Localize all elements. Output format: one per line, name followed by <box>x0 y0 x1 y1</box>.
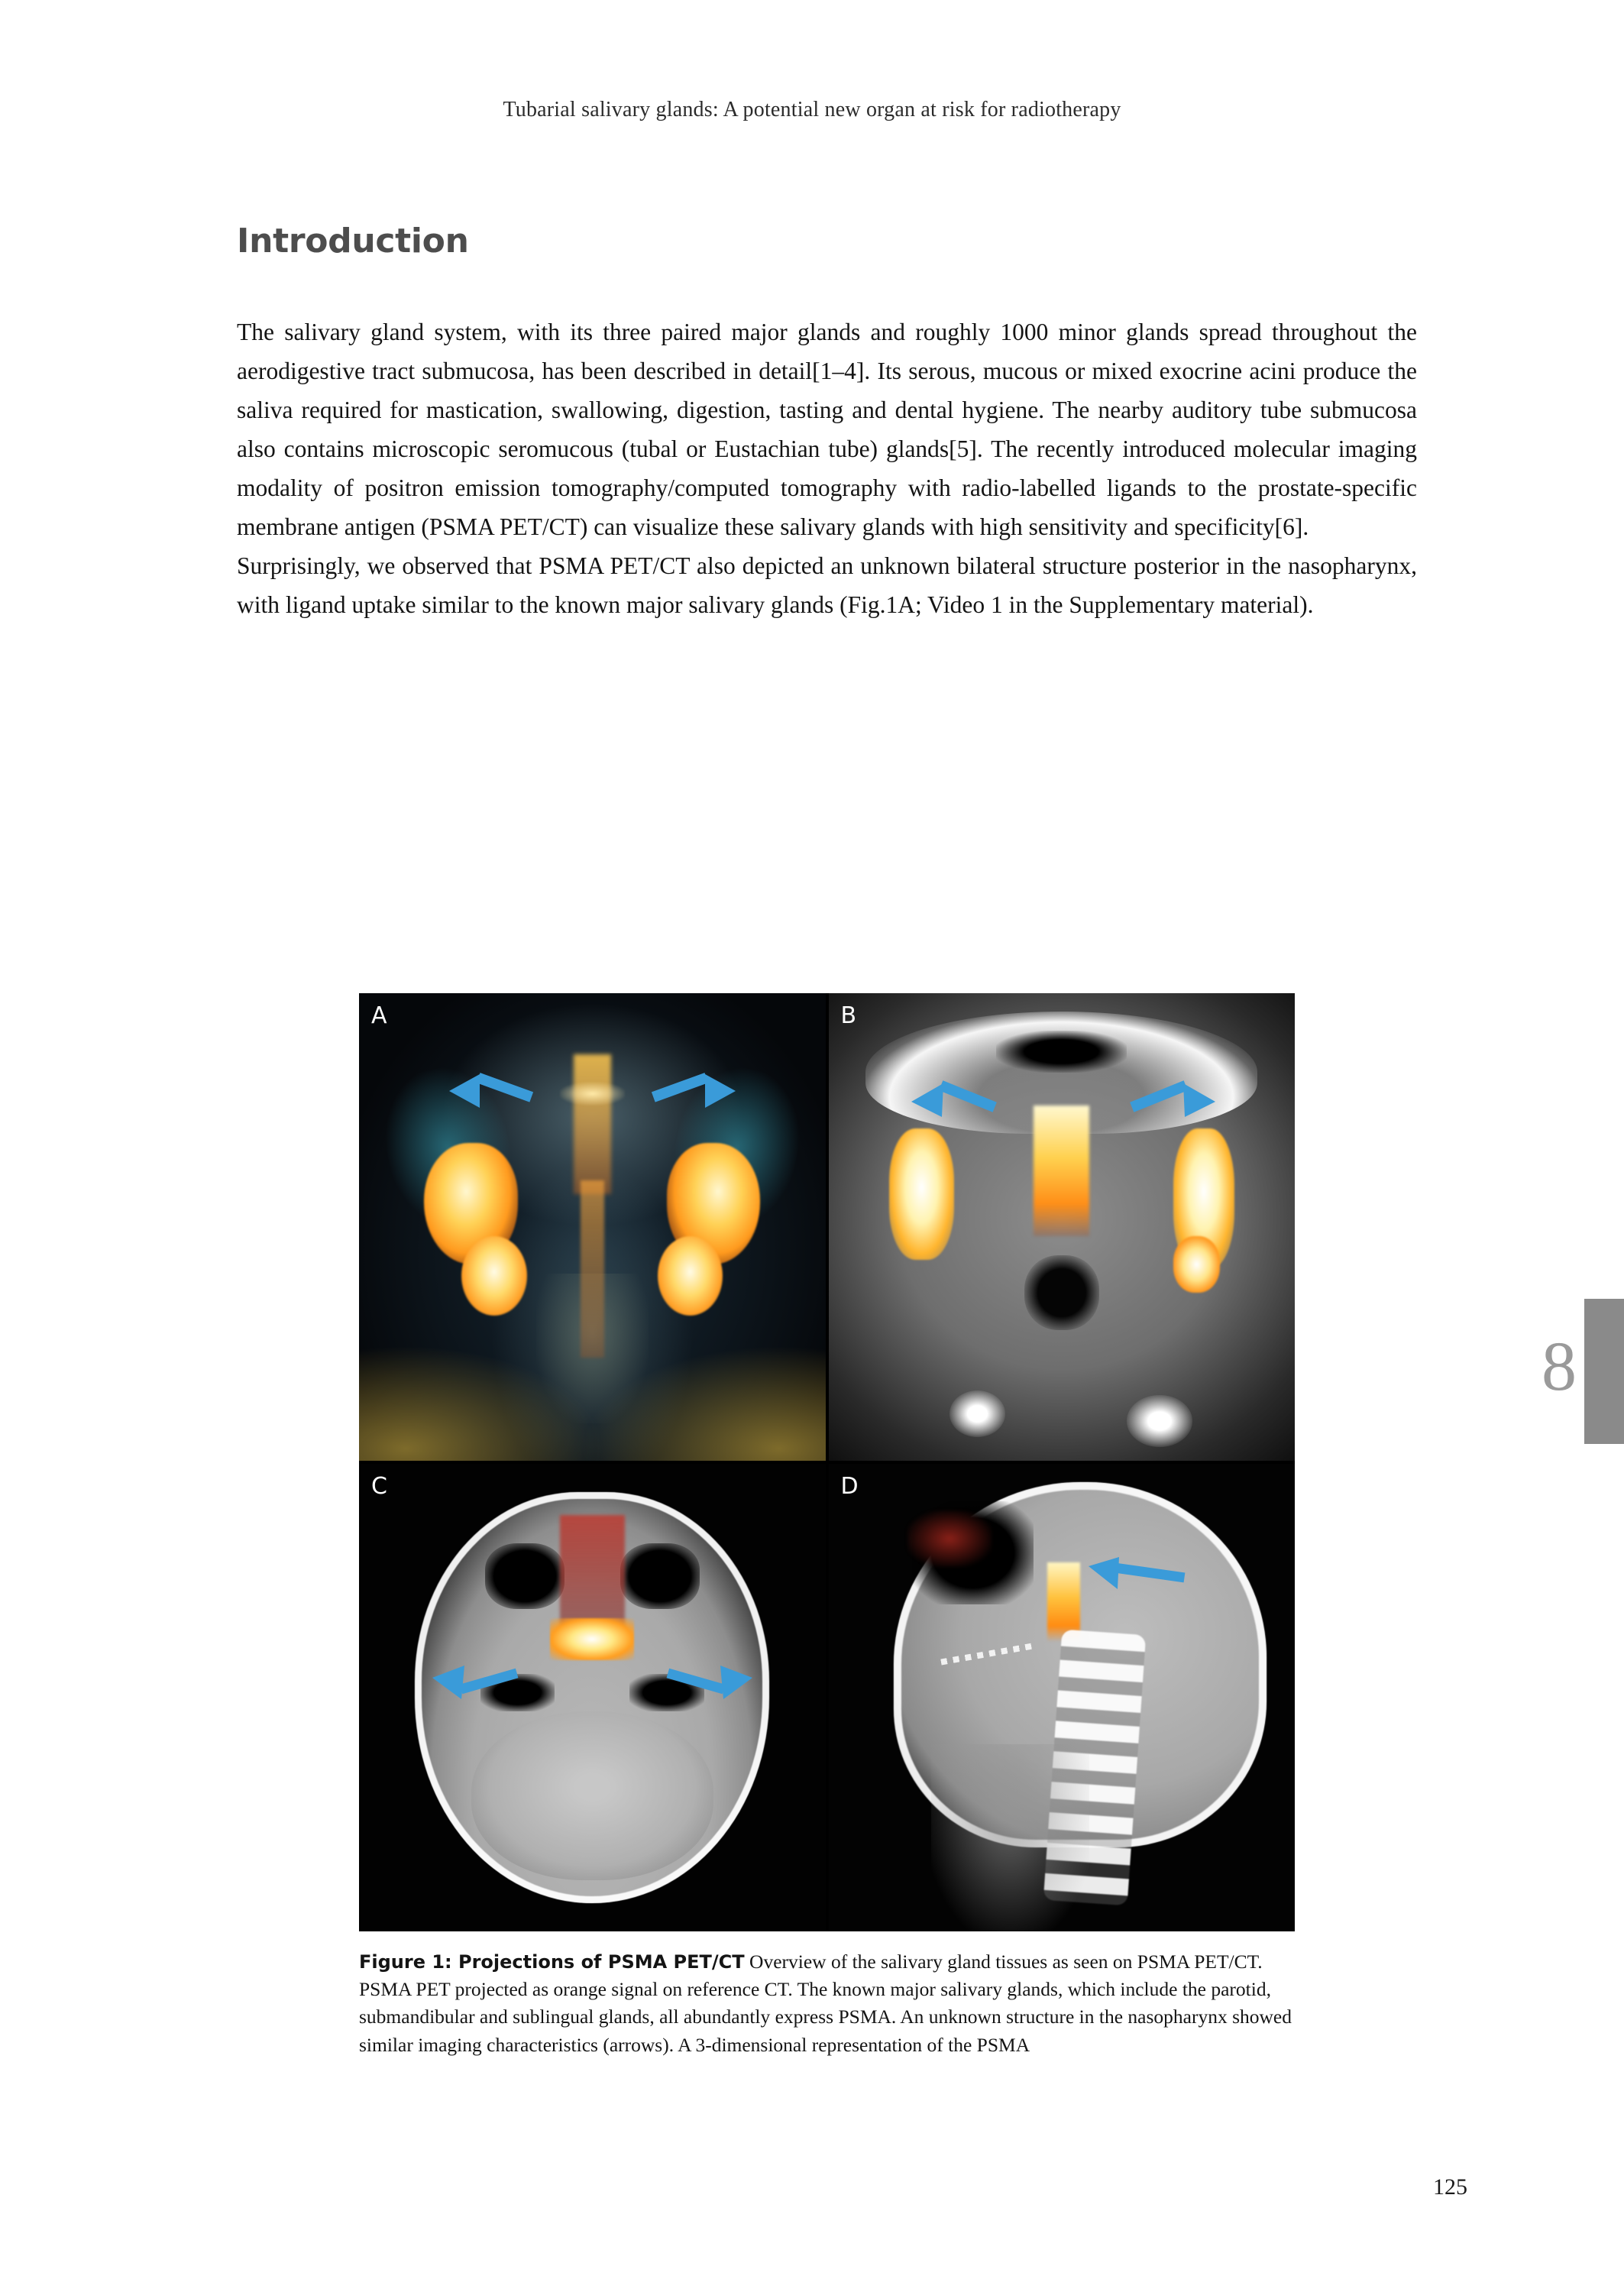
paragraph-1: The salivary gland system, with its three paired major glands and roughly 1000 minor glands spread throughout the aerodigestive tract submucosa, has been described in detail[1–4]. Its serous, mucous or mixed exocrine acini produce the saliva required for mastication, swallowing, digestion, tasting and dental hygiene. The nearby auditory tube submucosa also contains microscopic seromucous (tubal or Eustachian tube) glands[5]. The recently introduced molecular imaging modality of positron emission tomography/computed tomography with radio-labelled ligands to the prostate-specific membrane antigen (PSMA PET/CT) can visualize these salivary glands with high sensitivity and specificity[6]. <box>237 319 1417 541</box>
figure-caption-title: Figure 1: Projections of PSMA PET/CT <box>359 1951 745 1973</box>
panel-a-tubarial-uptake <box>560 1082 625 1106</box>
panel-c-brain <box>471 1711 713 1879</box>
chapter-number: 8 <box>1542 1327 1577 1405</box>
panel-b-midline-uptake <box>1034 1106 1089 1236</box>
page-number: 125 <box>1433 2174 1467 2200</box>
figure-panel-b <box>829 993 1296 1461</box>
figure-1 <box>359 993 1295 2059</box>
panel-a-shoulders <box>359 1339 826 1461</box>
figure-panel-grid <box>359 993 1295 1931</box>
arrow-icon-left <box>911 1076 1003 1123</box>
arrow-icon-right <box>661 1661 752 1707</box>
chapter-tab <box>1584 1299 1624 1444</box>
running-head: Tubarial salivary glands: A potential new organ at risk for radiotherapy <box>503 98 1121 121</box>
arrow-icon-left <box>432 1661 524 1707</box>
paragraph-2: Surprisingly, we observed that PSMA PET/CT also depicted an unknown bilateral structure posterior in the nasopharynx, with ligand uptake similar to the known major salivary glands (Fig.1A; Video 1 in the Supplementary material). <box>237 552 1417 619</box>
panel-c-label: C <box>371 1473 388 1500</box>
panel-c-sinus-left <box>485 1543 565 1609</box>
panel-b-submandibular-right <box>1173 1236 1220 1292</box>
panel-b-airway <box>1024 1255 1099 1330</box>
figure-panel-a <box>359 993 826 1461</box>
page-title: Introduction <box>237 222 469 261</box>
panel-a-label: A <box>371 1002 388 1029</box>
panel-a-submandibular-right <box>658 1236 723 1316</box>
panel-d-soft-tissue <box>931 1744 1090 1931</box>
panel-b-sinus-air <box>996 1031 1127 1073</box>
panel-a-midline-uptake <box>574 1054 611 1195</box>
panel-d-nasal-cavity <box>907 1510 992 1566</box>
panel-c-tubarial-uptake <box>550 1618 634 1660</box>
arrow-icon-right <box>1089 1554 1188 1597</box>
arrow-icon-left <box>449 1068 541 1114</box>
figure-caption-body: Overview of the salivary gland tissues as seen on PSMA PET/CT. PSMA PET projected as orange signal on reference CT. The known major salivary glands, which include the parotid, submandibular and sublingual glands, all abundantly express PSMA. An unknown structure in the nasopharynx showed similar imaging characteristics (arrows). A 3-dimensional representation of the PSMA <box>359 1950 1292 2056</box>
panel-c-sinus-right <box>620 1543 700 1609</box>
panel-a-submandibular-left <box>461 1236 526 1316</box>
panel-a-spine <box>581 1180 604 1358</box>
figure-panel-d <box>829 1464 1296 1931</box>
figure-caption <box>359 1948 1295 2059</box>
panel-b-bone-right <box>1127 1395 1192 1446</box>
panel-b-parotid-left <box>889 1128 954 1259</box>
article-content <box>237 222 1417 624</box>
panel-d-label: D <box>840 1473 859 1500</box>
arrow-icon-right <box>644 1068 736 1114</box>
arrow-icon-right <box>1124 1076 1215 1123</box>
panel-b-label: B <box>840 1002 857 1029</box>
figure-panel-c <box>359 1464 826 1931</box>
